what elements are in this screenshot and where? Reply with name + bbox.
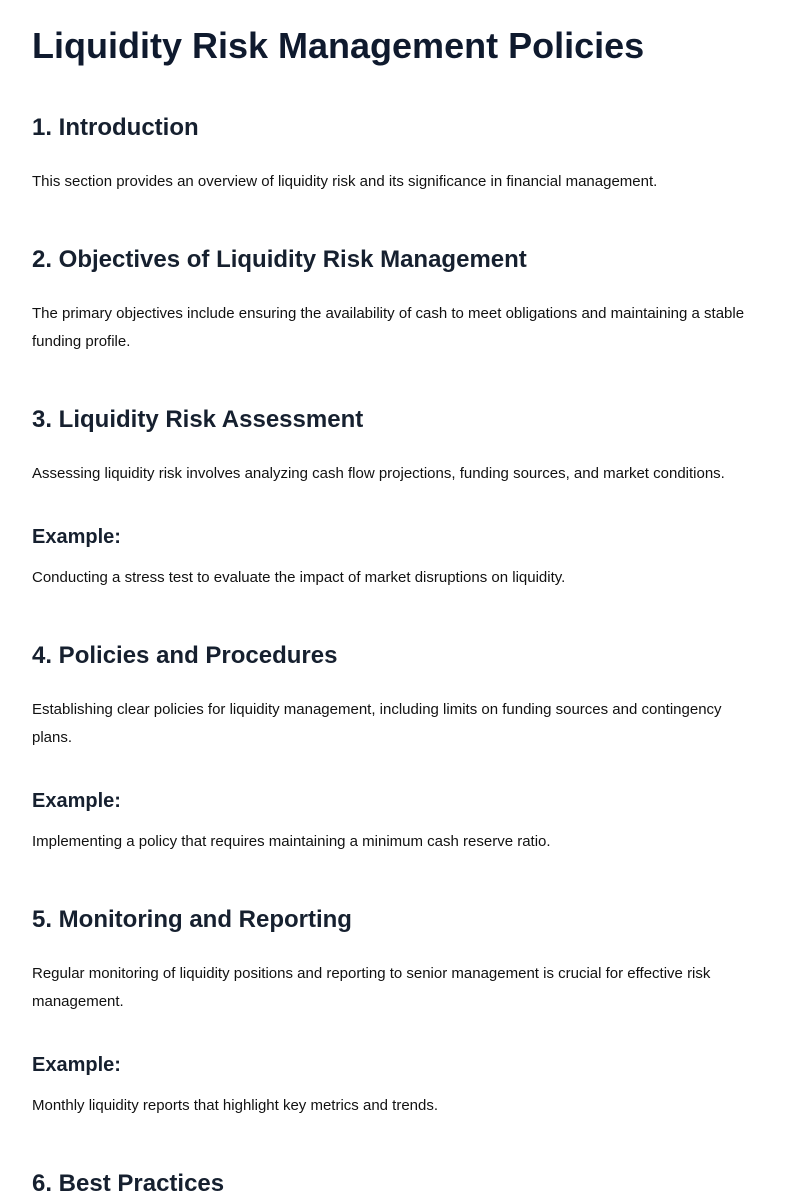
section-heading-objectives: 2. Objectives of Liquidity Risk Management bbox=[32, 246, 527, 273]
section-heading-best-practices: 6. Best Practices bbox=[32, 1170, 225, 1197]
example-label-assessment: Example: bbox=[32, 526, 121, 548]
page-title: Liquidity Risk Management Policies bbox=[32, 25, 645, 66]
section-heading-introduction: 1. Introduction bbox=[32, 114, 199, 141]
example-label-monitoring: Example: bbox=[32, 1054, 121, 1076]
example-text-assessment: Conducting a stress test to evaluate the impact of market disruptions on liquidity. bbox=[32, 569, 566, 586]
section-body-monitoring: Regular monitoring of liquidity positions and reporting to senior management is crucial for effective risk management. bbox=[32, 965, 711, 1010]
example-label-policies: Example: bbox=[32, 790, 121, 812]
section-heading-policies: 4. Policies and Procedures bbox=[32, 642, 338, 669]
section-body-introduction: This section provides an overview of liquidity risk and its significance in financial management. bbox=[32, 173, 658, 190]
section-body-policies: Establishing clear policies for liquidity management, including limits on funding sources and contingency plans. bbox=[32, 701, 722, 746]
example-text-policies: Implementing a policy that requires maintaining a minimum cash reserve ratio. bbox=[32, 833, 551, 850]
example-text-monitoring: Monthly liquidity reports that highlight key metrics and trends. bbox=[32, 1097, 439, 1114]
section-body-objectives: The primary objectives include ensuring the availability of cash to meet obligations and maintaining a stable funding profile. bbox=[32, 305, 745, 350]
section-heading-assessment: 3. Liquidity Risk Assessment bbox=[32, 406, 364, 433]
section-heading-monitoring: 5. Monitoring and Reporting bbox=[32, 906, 352, 933]
section-body-assessment: Assessing liquidity risk involves analyzing cash flow projections, funding sources, and market conditions. bbox=[32, 465, 725, 482]
